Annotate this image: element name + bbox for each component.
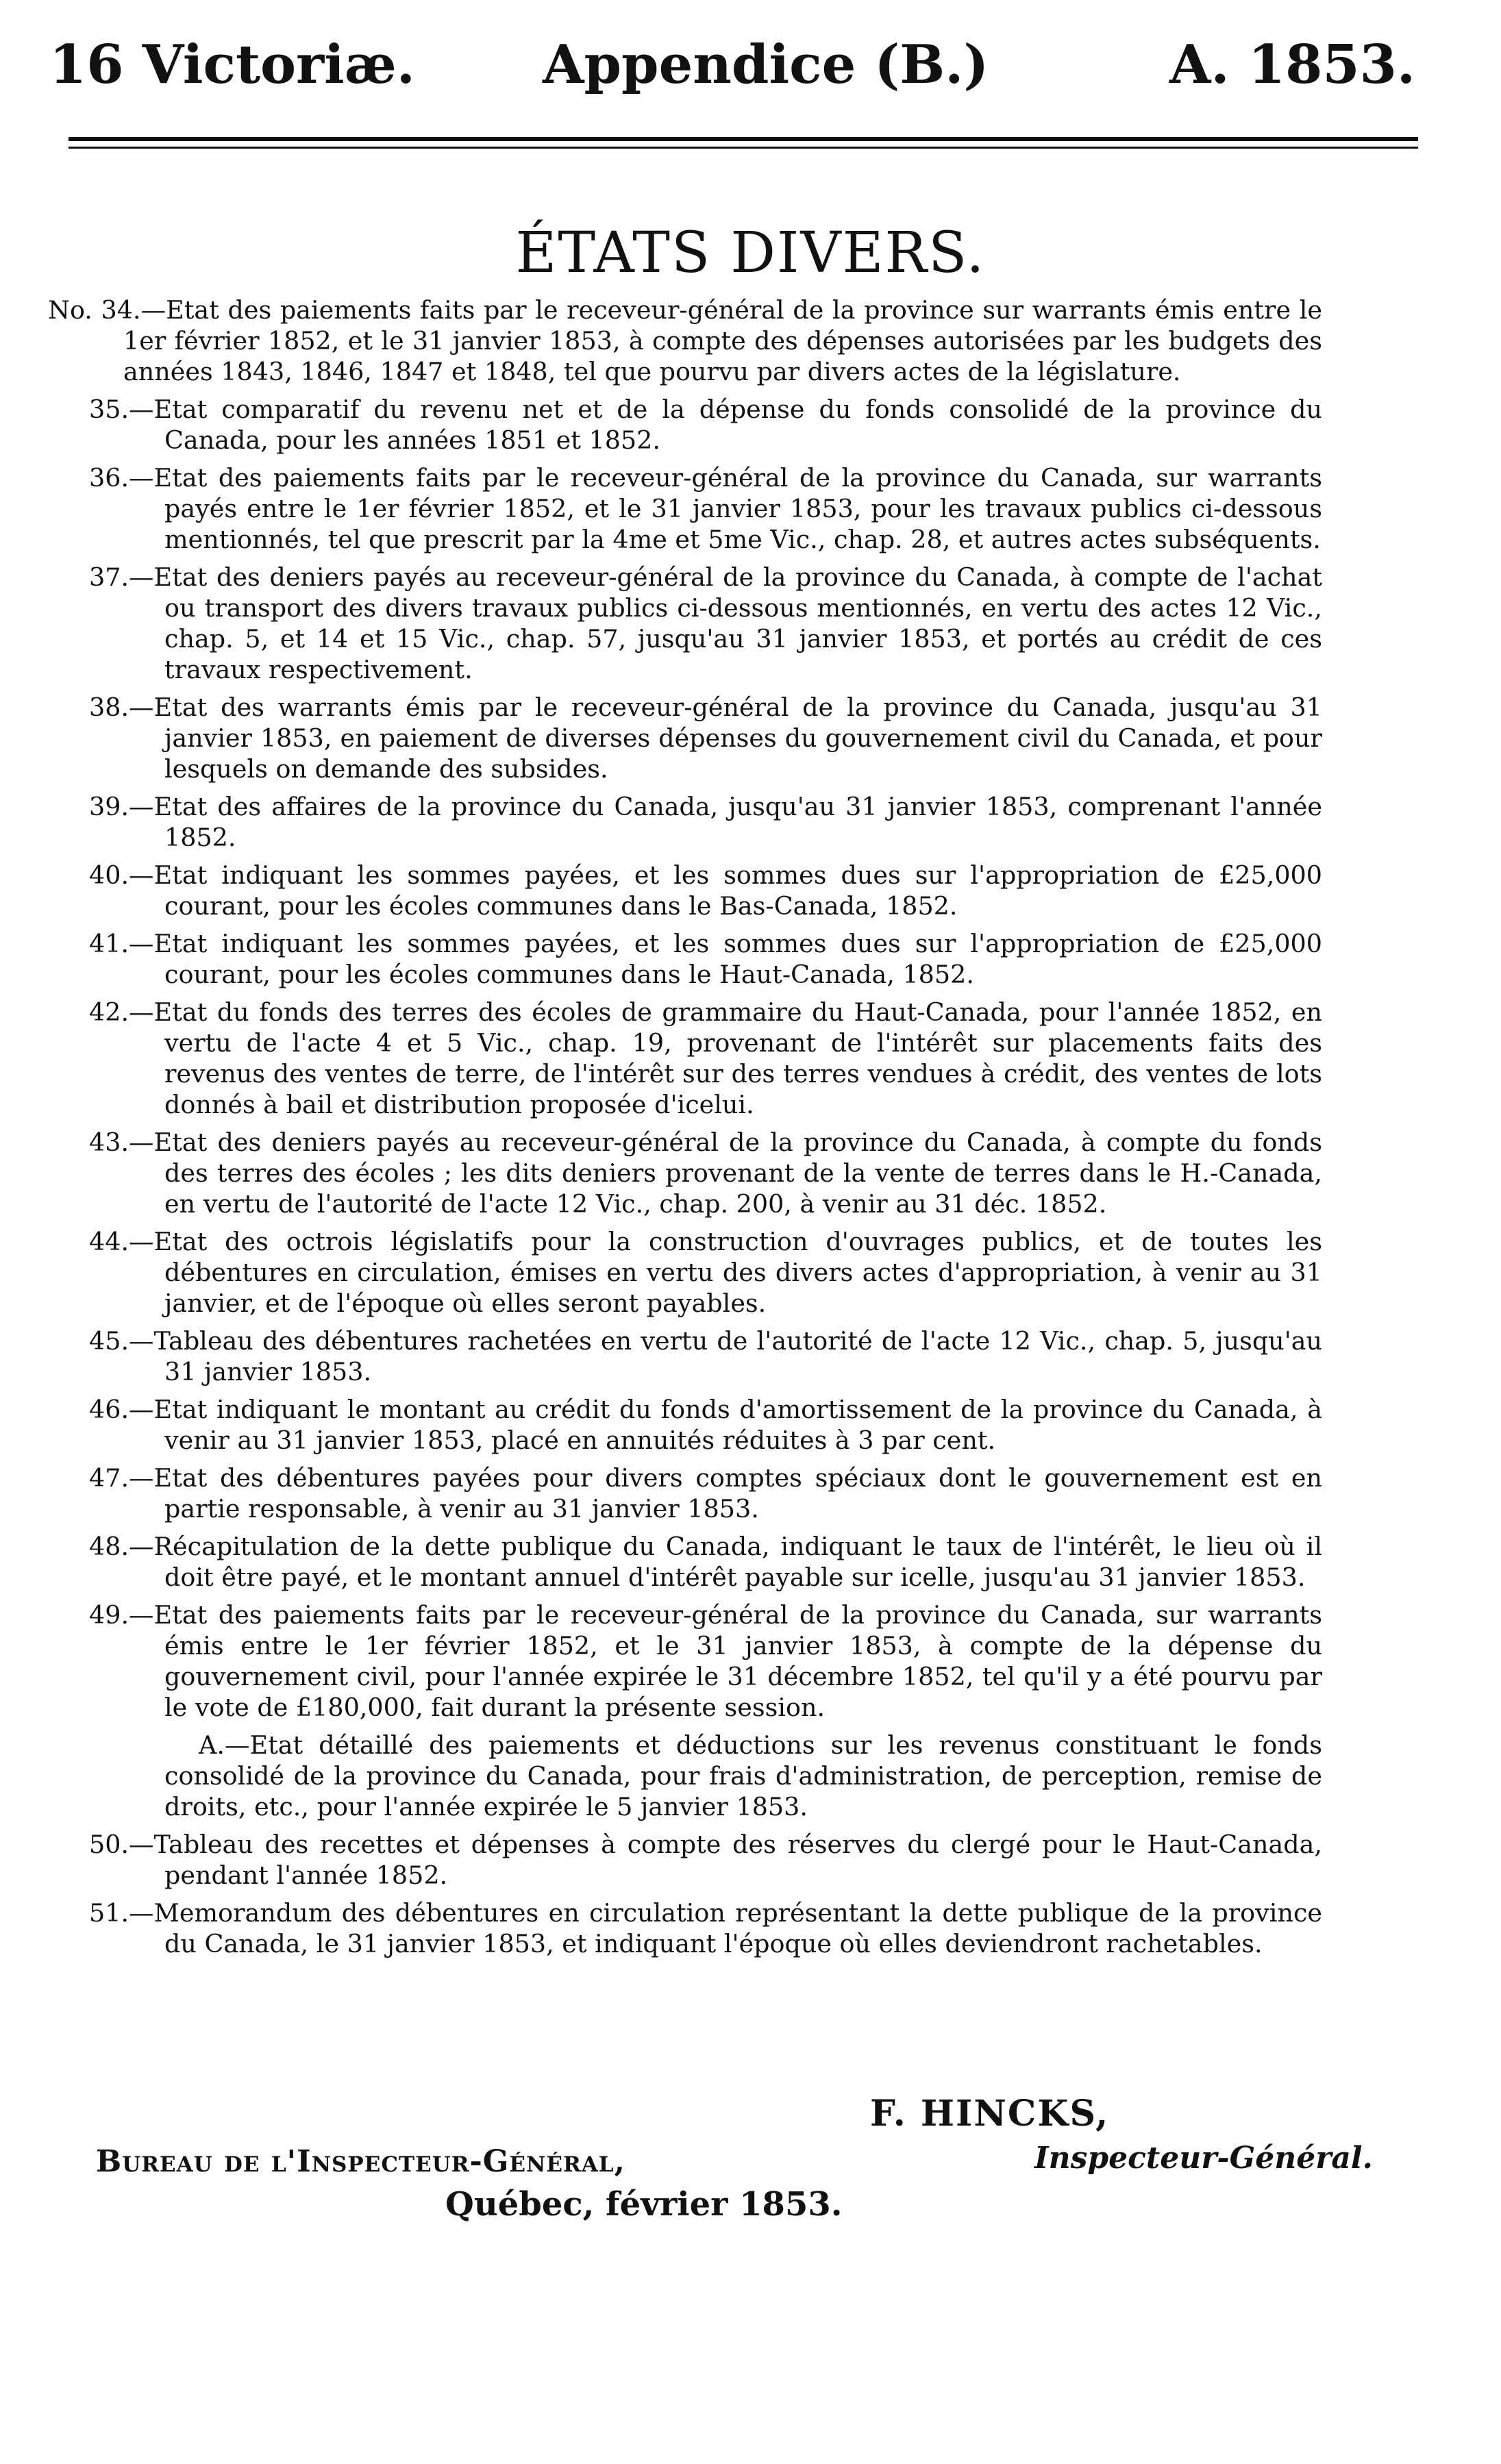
header-appendix: Appendice (B.) (543, 34, 989, 96)
entry-42: 42.—Etat du fonds des terres des écoles de grammaire du Haut-Canada, pour l'année 1852, en vertu de l'acte 4 et 5 Vic., chap. 19, provenant de l'intérêt sur placements faits des revenus des ventes de terre, de l'intérêt sur des terres vendues à crédit, des ventes de lots donnés à bail et distribution proposée d'icelui. (89, 997, 1322, 1119)
entry-45: 45.—Tableau des débentures rachetées en vertu de l'autorité de l'acte 12 Vic., chap. 5, jusqu'au 31 janvier 1853. (89, 1326, 1322, 1386)
signature-title: Inspecteur-Général. (1034, 2141, 1373, 2176)
entry-48: 48.—Récapitulation de la dette publique du Canada, indiquant le taux de l'intérêt, le lieu où il doit être payé, et le montant annuel d'intérêt payable sur icelle, jusqu'au 31 janvier 1853. (89, 1532, 1322, 1592)
running-header (49, 21, 1416, 110)
page-title: ÉTATS DIVERS. (515, 221, 986, 286)
entry-34: No. 34.—Etat des paiements faits par le receveur-général de la province sur warrants émis entre le 1er février 1852, et le 31 janvier 1853, à compte des dépenses autorisées par les budgets des années 1843, 1846, 1847 et 1848, tel que pourvu par divers actes de la législature. (48, 295, 1322, 386)
header-year: A. 1853. (1169, 34, 1416, 96)
header-rule-thick (69, 137, 1418, 141)
entry-37: 37.—Etat des deniers payés au receveur-général de la province du Canada, à compte de l'achat ou transport des divers travaux publics ci-dessous mentionnés, en vertu des actes 12 Vic., chap. 5, et 14 et 15 Vic., chap. 57, jusqu'au 31 janvier 1853, et portés au crédit de ces travaux respectivement. (89, 562, 1322, 684)
header-session: 16 Victoriæ. (49, 34, 415, 96)
entry-38: 38.—Etat des warrants émis par le receveur-général de la province du Canada, jusqu'au 31 janvier 1853, en paiement de diverses dépenses du gouvernement civil du Canada, et pour lesquels on demande des subsides. (89, 693, 1322, 784)
signature-office: Bureau de l'Inspecteur-Général, (96, 2144, 625, 2179)
entry-46: 46.—Etat indiquant le montant au crédit du fonds d'amortissement de la province du Canada, à venir au 31 janvier 1853, placé en annuités réduites à 3 par cent. (89, 1395, 1322, 1455)
entry-49: 49.—Etat des paiements faits par le receveur-général de la province du Canada, sur warrants émis entre le 1er février 1852, et le 31 janvier 1853, à compte de la dépense du gouvernement civil, pour l'année expirée le 31 décembre 1852, tel qu'il y a été pourvu par le vote de £180,000, fait durant la présente session. (89, 1600, 1322, 1722)
entry-36: 36.—Etat des paiements faits par le receveur-général de la province du Canada, sur warrants payés entre le 1er février 1852, et le 31 janvier 1853, pour les travaux publics ci-dessous mentionnés, tel que prescrit par la 4me et 5me Vic., chap. 28, et autres actes subséquents. (89, 463, 1322, 554)
signature-name: F. HINCKS, (870, 2093, 1110, 2135)
signature-place-date: Québec, février 1853. (445, 2185, 843, 2224)
entry-41: 41.—Etat indiquant les sommes payées, et les sommes dues sur l'appropriation de £25,000 courant, pour les écoles communes dans le Haut-Canada, 1852. (89, 929, 1322, 989)
entry-35: 35.—Etat comparatif du revenu net et de la dépense du fonds consolidé de la province du Canada, pour les années 1851 et 1852. (89, 395, 1322, 455)
entries-list (48, 295, 1322, 1966)
entry-40: 40.—Etat indiquant les sommes payées, et les sommes dues sur l'appropriation de £25,000 courant, pour les écoles communes dans le Bas-Canada, 1852. (89, 860, 1322, 921)
entry-50: 50.—Tableau des recettes et dépenses à compte des réserves du clergé pour le Haut-Canada, pendant l'année 1852. (89, 1830, 1322, 1890)
entry-43: 43.—Etat des deniers payés au receveur-général de la province du Canada, à compte du fonds des terres des écoles ; les dits deniers provenant de la vente de terres dans le H.-Canada, en vertu de l'autorité de l'acte 12 Vic., chap. 200, à venir au 31 déc. 1852. (89, 1128, 1322, 1219)
entry-47: 47.—Etat des débentures payées pour divers comptes spéciaux dont le gouvernement est en partie responsable, à venir au 31 janvier 1853. (89, 1463, 1322, 1523)
entry-51: 51.—Memorandum des débentures en circulation représentant la dette publique de la province du Canada, le 31 janvier 1853, et indiquant l'époque où elles deviendront rachetables. (89, 1898, 1322, 1958)
entry-39: 39.—Etat des affaires de la province du Canada, jusqu'au 31 janvier 1853, comprenant l'année 1852. (89, 792, 1322, 852)
entry-49-a: A.—Etat détaillé des paiements et déductions sur les revenus constituant le fonds consolidé de la province du Canada, pour frais d'administration, de perception, remise de droits, etc., pour l'année expirée le 5 janvier 1853. (164, 1730, 1322, 1821)
header-rule-thin (69, 147, 1418, 149)
entry-44: 44.—Etat des octrois législatifs pour la construction d'ouvrages publics, et de toutes les débentures en circulation, émises en vertu des divers actes d'appropriation, à venir au 31 janvier, et de l'époque où elles seront payables. (89, 1227, 1322, 1318)
